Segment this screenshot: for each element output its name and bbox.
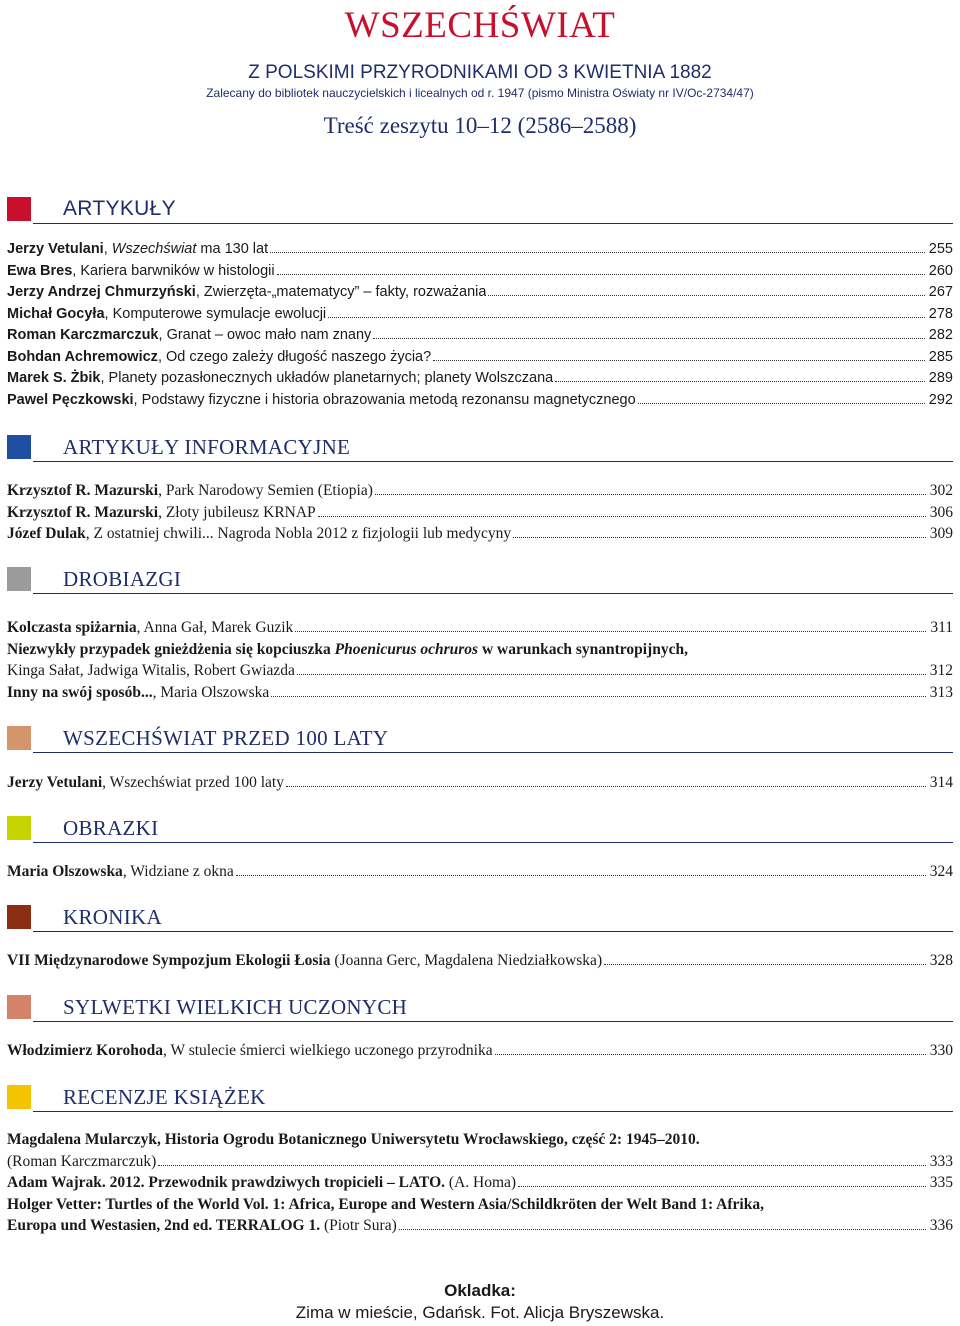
entries-list xyxy=(7,861,953,883)
entry-page: 306 xyxy=(929,503,953,521)
toc-entry[interactable] xyxy=(7,950,953,972)
toc-entry[interactable] xyxy=(7,772,953,794)
entry-sep: , xyxy=(136,619,144,636)
entry-page: 309 xyxy=(929,525,953,542)
entry-sep: , xyxy=(103,241,112,257)
section-informacyjne xyxy=(7,435,953,545)
toc-entry[interactable] xyxy=(7,1040,953,1062)
entry-page: 324 xyxy=(929,863,953,880)
entry-page: 313 xyxy=(929,683,953,701)
section-rule xyxy=(33,931,953,932)
entry-author: Adam Wajrak. 2012. Przewodnik prawdziwych tropicieli – LATO. xyxy=(7,1174,446,1191)
cover-label: Okladka: xyxy=(444,1281,516,1300)
entry-sep: , xyxy=(158,327,167,343)
leader-dots xyxy=(488,295,924,296)
entry-page: 335 xyxy=(929,1174,953,1191)
entry-reviewer: (Piotr Sura) xyxy=(324,1217,397,1234)
entries-list xyxy=(7,617,953,703)
entry-page: 328 xyxy=(929,952,953,969)
masthead-logo: WSZECHŚWIAT xyxy=(344,5,616,46)
entry-title: Maria Olszowska xyxy=(160,683,270,701)
toc-entry[interactable] xyxy=(7,1172,953,1194)
review-title-line[interactable]: Holger Vetter: Turtles of the World Vol. 1: Africa, Europe and Western Asia/Schildkröten der Welt Band 1: Afrika, xyxy=(7,1195,764,1213)
leader-dots xyxy=(638,403,925,404)
section-color-square xyxy=(7,726,31,750)
entry-page: 314 xyxy=(929,774,953,791)
entry-page: 311 xyxy=(930,619,953,636)
entry-sep: , xyxy=(195,284,204,300)
entry-page: 289 xyxy=(928,370,953,386)
section-rule xyxy=(33,461,953,462)
section-przed-100-laty xyxy=(7,726,953,794)
entry-author: Kolczasta spiżarnia xyxy=(7,619,137,636)
entry-reviewer: (Roman Karczmarczuk) xyxy=(7,1152,157,1170)
entry-title: Planety pozasłonecznych układów planetarnych; planety Wolszczana xyxy=(108,370,554,386)
entry-page: 267 xyxy=(928,284,953,300)
entry-title: Od czego zależy długość naszego życia? xyxy=(166,348,432,365)
leader-dots xyxy=(271,696,926,697)
toc-entry[interactable] xyxy=(7,282,953,304)
entry-sep: , xyxy=(157,348,166,365)
toc-entry[interactable] xyxy=(7,682,953,704)
toc-entry[interactable] xyxy=(7,502,953,524)
entry-author: Roman Karczmarczuk xyxy=(7,327,159,343)
leader-dots xyxy=(295,631,926,632)
section-rule xyxy=(33,223,953,224)
leader-dots xyxy=(555,381,925,382)
section-title: OBRAZKI xyxy=(63,816,159,840)
entry-sep: , xyxy=(100,370,109,386)
entry-author: Krzysztof R. Mazurski xyxy=(7,503,159,521)
toc-entry[interactable] xyxy=(7,660,953,682)
leader-dots xyxy=(236,875,926,876)
entry-page: 333 xyxy=(929,1152,953,1170)
entry-title: ma 130 lat xyxy=(196,241,269,257)
entry-author: Krzysztof R. Mazurski xyxy=(7,482,159,499)
entry-sep: , xyxy=(102,774,110,791)
entry-author: Włodzimierz Korohoda xyxy=(7,1042,163,1059)
entries-list xyxy=(7,1040,953,1062)
toc-entry[interactable] xyxy=(7,523,953,545)
section-title: SYLWETKI WIELKICH UCZONYCH xyxy=(63,995,408,1019)
leader-dots xyxy=(604,964,926,965)
entries-list xyxy=(7,239,953,411)
entry-sep: , xyxy=(72,262,81,279)
section-title: ARTYKUŁY xyxy=(63,197,176,220)
entries-list xyxy=(7,480,953,545)
toc-entry[interactable] xyxy=(7,261,953,283)
section-color-square xyxy=(7,1085,31,1109)
toc-entry[interactable] xyxy=(7,861,953,883)
section-obrazki xyxy=(7,816,953,883)
entry-title-bold: Niezwykły przypadek gnieżdżenia się kopciuszka xyxy=(7,640,335,658)
entry-author: Europa und Westasien, 2nd ed. TERRALOG 1. xyxy=(7,1217,321,1234)
entry-title: Podstawy fizyczne i historia obrazowania metodą rezonansu magnetycznego xyxy=(141,391,636,408)
toc-entry[interactable] xyxy=(7,617,953,639)
entry-title: Widziane z okna xyxy=(130,863,234,880)
recommendation-note: Zalecany do bibliotek nauczycielskich i licealnych od r. 1947 (pismo Ministra Oświaty nr IV/Oc-2734/47) xyxy=(206,86,754,100)
leader-dots xyxy=(399,1229,926,1230)
toc-entry[interactable] xyxy=(7,304,953,326)
section-title: DROBIAZGI xyxy=(63,567,182,591)
toc-entry[interactable] xyxy=(7,480,953,502)
entry-author: VII Międzynarodowe Sympozjum Ekologii Łosia xyxy=(7,952,331,969)
entry-sep: , xyxy=(133,391,142,408)
toc-entry[interactable] xyxy=(7,239,953,261)
entry-page: 330 xyxy=(929,1042,953,1059)
entry-page: 292 xyxy=(928,391,953,408)
section-color-square xyxy=(7,816,31,840)
entries-list xyxy=(7,772,953,794)
section-artykuly xyxy=(7,197,953,411)
leader-dots xyxy=(277,274,925,275)
section-color-square xyxy=(7,905,31,929)
leader-dots xyxy=(270,252,925,253)
section-recenzje xyxy=(7,1085,953,1237)
entry-sep: , xyxy=(122,863,131,880)
issue-title: Treść zeszytu 10–12 (2586–2588) xyxy=(323,113,637,138)
section-title: KRONIKA xyxy=(63,905,162,929)
section-rule xyxy=(33,842,953,843)
toc-entry[interactable] xyxy=(7,325,953,347)
leader-dots xyxy=(495,1054,926,1055)
review-title-line[interactable]: Magdalena Mularczyk, Historia Ogrodu Botanicznego Uniwersytetu Wrocławskiego, część 2: 1945–2010. xyxy=(7,1131,700,1148)
section-drobiazgi xyxy=(7,567,953,703)
section-title: WSZECHŚWIAT PRZED 100 LATY xyxy=(63,726,389,750)
entry-author: Maria Olszowska xyxy=(7,863,123,880)
leader-dots xyxy=(513,537,926,538)
entry-sep: , xyxy=(158,503,166,521)
entry-title: Park Narodowy Semien (Etiopia) xyxy=(165,482,373,499)
leader-dots xyxy=(318,516,926,517)
section-title: RECENZJE KSIĄŻEK xyxy=(63,1085,266,1109)
leader-dots xyxy=(518,1186,926,1187)
entry-title: Zwierzęta-„matematycy” – fakty, rozważania xyxy=(203,284,487,300)
section-title: ARTYKUŁY INFORMACYJNE xyxy=(63,435,351,459)
entry-title: Kariera barwników w histologii xyxy=(80,262,275,279)
entry-author: Jerzy Vetulani xyxy=(7,774,103,791)
entry-author: Józef Dulak xyxy=(7,525,86,542)
entry-reviewer: (A. Homa) xyxy=(448,1174,517,1191)
section-rule xyxy=(33,752,953,753)
entry-sep: , xyxy=(85,525,94,542)
entry-page: 282 xyxy=(928,327,953,343)
leader-dots xyxy=(328,317,925,318)
entry-author: Ewa Bres xyxy=(7,262,73,279)
entry-species: Phoenicurus ochruros xyxy=(334,640,479,658)
entry-author: Marek S. Żbik xyxy=(7,370,101,386)
toc-entry[interactable] xyxy=(7,368,953,390)
leader-dots xyxy=(297,674,926,675)
entry-author: Bohdan Achremowicz xyxy=(7,348,158,365)
entry-title: Granat – owoc mało nam znany xyxy=(166,327,372,343)
section-rule xyxy=(33,1021,953,1022)
entries-list xyxy=(7,1129,953,1237)
leader-dots xyxy=(375,494,926,495)
entry-page: 302 xyxy=(929,482,953,499)
section-kronika xyxy=(7,905,953,972)
section-rule xyxy=(33,1111,953,1112)
entry-sep: , xyxy=(163,1042,171,1059)
toc-entry[interactable] xyxy=(7,347,953,369)
entry-author: Jerzy Andrzej Chmurzyński xyxy=(7,284,196,300)
entries-list xyxy=(7,950,953,972)
entry-author: Inny na swój sposób... xyxy=(7,683,153,701)
toc-entry[interactable] xyxy=(7,390,953,412)
leader-dots xyxy=(373,338,925,339)
entry-page: 312 xyxy=(929,662,953,679)
entry-title: Złoty jubileusz KRNAP xyxy=(165,503,316,521)
entry-title: (Joanna Gerc, Magdalena Niedziałkowska) xyxy=(334,952,603,969)
entry-page: 285 xyxy=(928,348,953,365)
entry-page: 278 xyxy=(928,305,953,322)
entry-title-italic: Wszechświat xyxy=(111,241,197,257)
entry-title: W stulecie śmierci wielkiego uczonego przyrodnika xyxy=(170,1042,493,1059)
entry-sep: , xyxy=(152,683,161,701)
toc-entry-line[interactable] xyxy=(7,639,953,661)
tagline: Z POLSKIMI PRZYRODNIKAMI OD 3 KWIETNIA 1882 xyxy=(248,62,712,83)
leader-dots xyxy=(158,1165,925,1166)
leader-dots xyxy=(286,786,926,787)
entry-title-bold-end: w warunkach synantropijnych, xyxy=(478,640,688,658)
entry-sep: , xyxy=(104,305,113,322)
section-color-square xyxy=(7,197,31,221)
cover-caption: Zima w mieście, Gdańsk. Fot. Alicja Bryszewska. xyxy=(295,1303,665,1322)
section-color-square xyxy=(7,995,31,1019)
entry-page: 336 xyxy=(929,1217,953,1234)
leader-dots xyxy=(433,360,925,361)
entry-page: 255 xyxy=(928,241,953,257)
entry-authors: Kinga Sałat, Jadwiga Witalis, Robert Gwiazda xyxy=(7,662,295,679)
section-color-square xyxy=(7,435,31,459)
entry-sep: , xyxy=(158,482,166,499)
entry-author: Michał Gocyła xyxy=(7,305,105,322)
section-sylwetki xyxy=(7,995,953,1062)
toc-entry[interactable] xyxy=(7,1215,953,1237)
section-color-square xyxy=(7,567,31,591)
toc-entry[interactable] xyxy=(7,1151,953,1173)
entry-author: Pawel Pęczkowski xyxy=(7,391,134,408)
entry-author: Jerzy Vetulani xyxy=(7,241,104,257)
entry-title: Komputerowe symulacje ewolucji xyxy=(112,305,327,322)
entry-title: Z ostatniej chwili... Nagroda Nobla 2012 z fizjologii lub medycyny xyxy=(93,525,512,542)
entry-title: Wszechświat przed 100 laty xyxy=(109,774,284,791)
entry-page: 260 xyxy=(928,262,953,279)
entry-title: Anna Gał, Marek Guzik xyxy=(143,619,294,636)
section-rule xyxy=(33,593,953,594)
